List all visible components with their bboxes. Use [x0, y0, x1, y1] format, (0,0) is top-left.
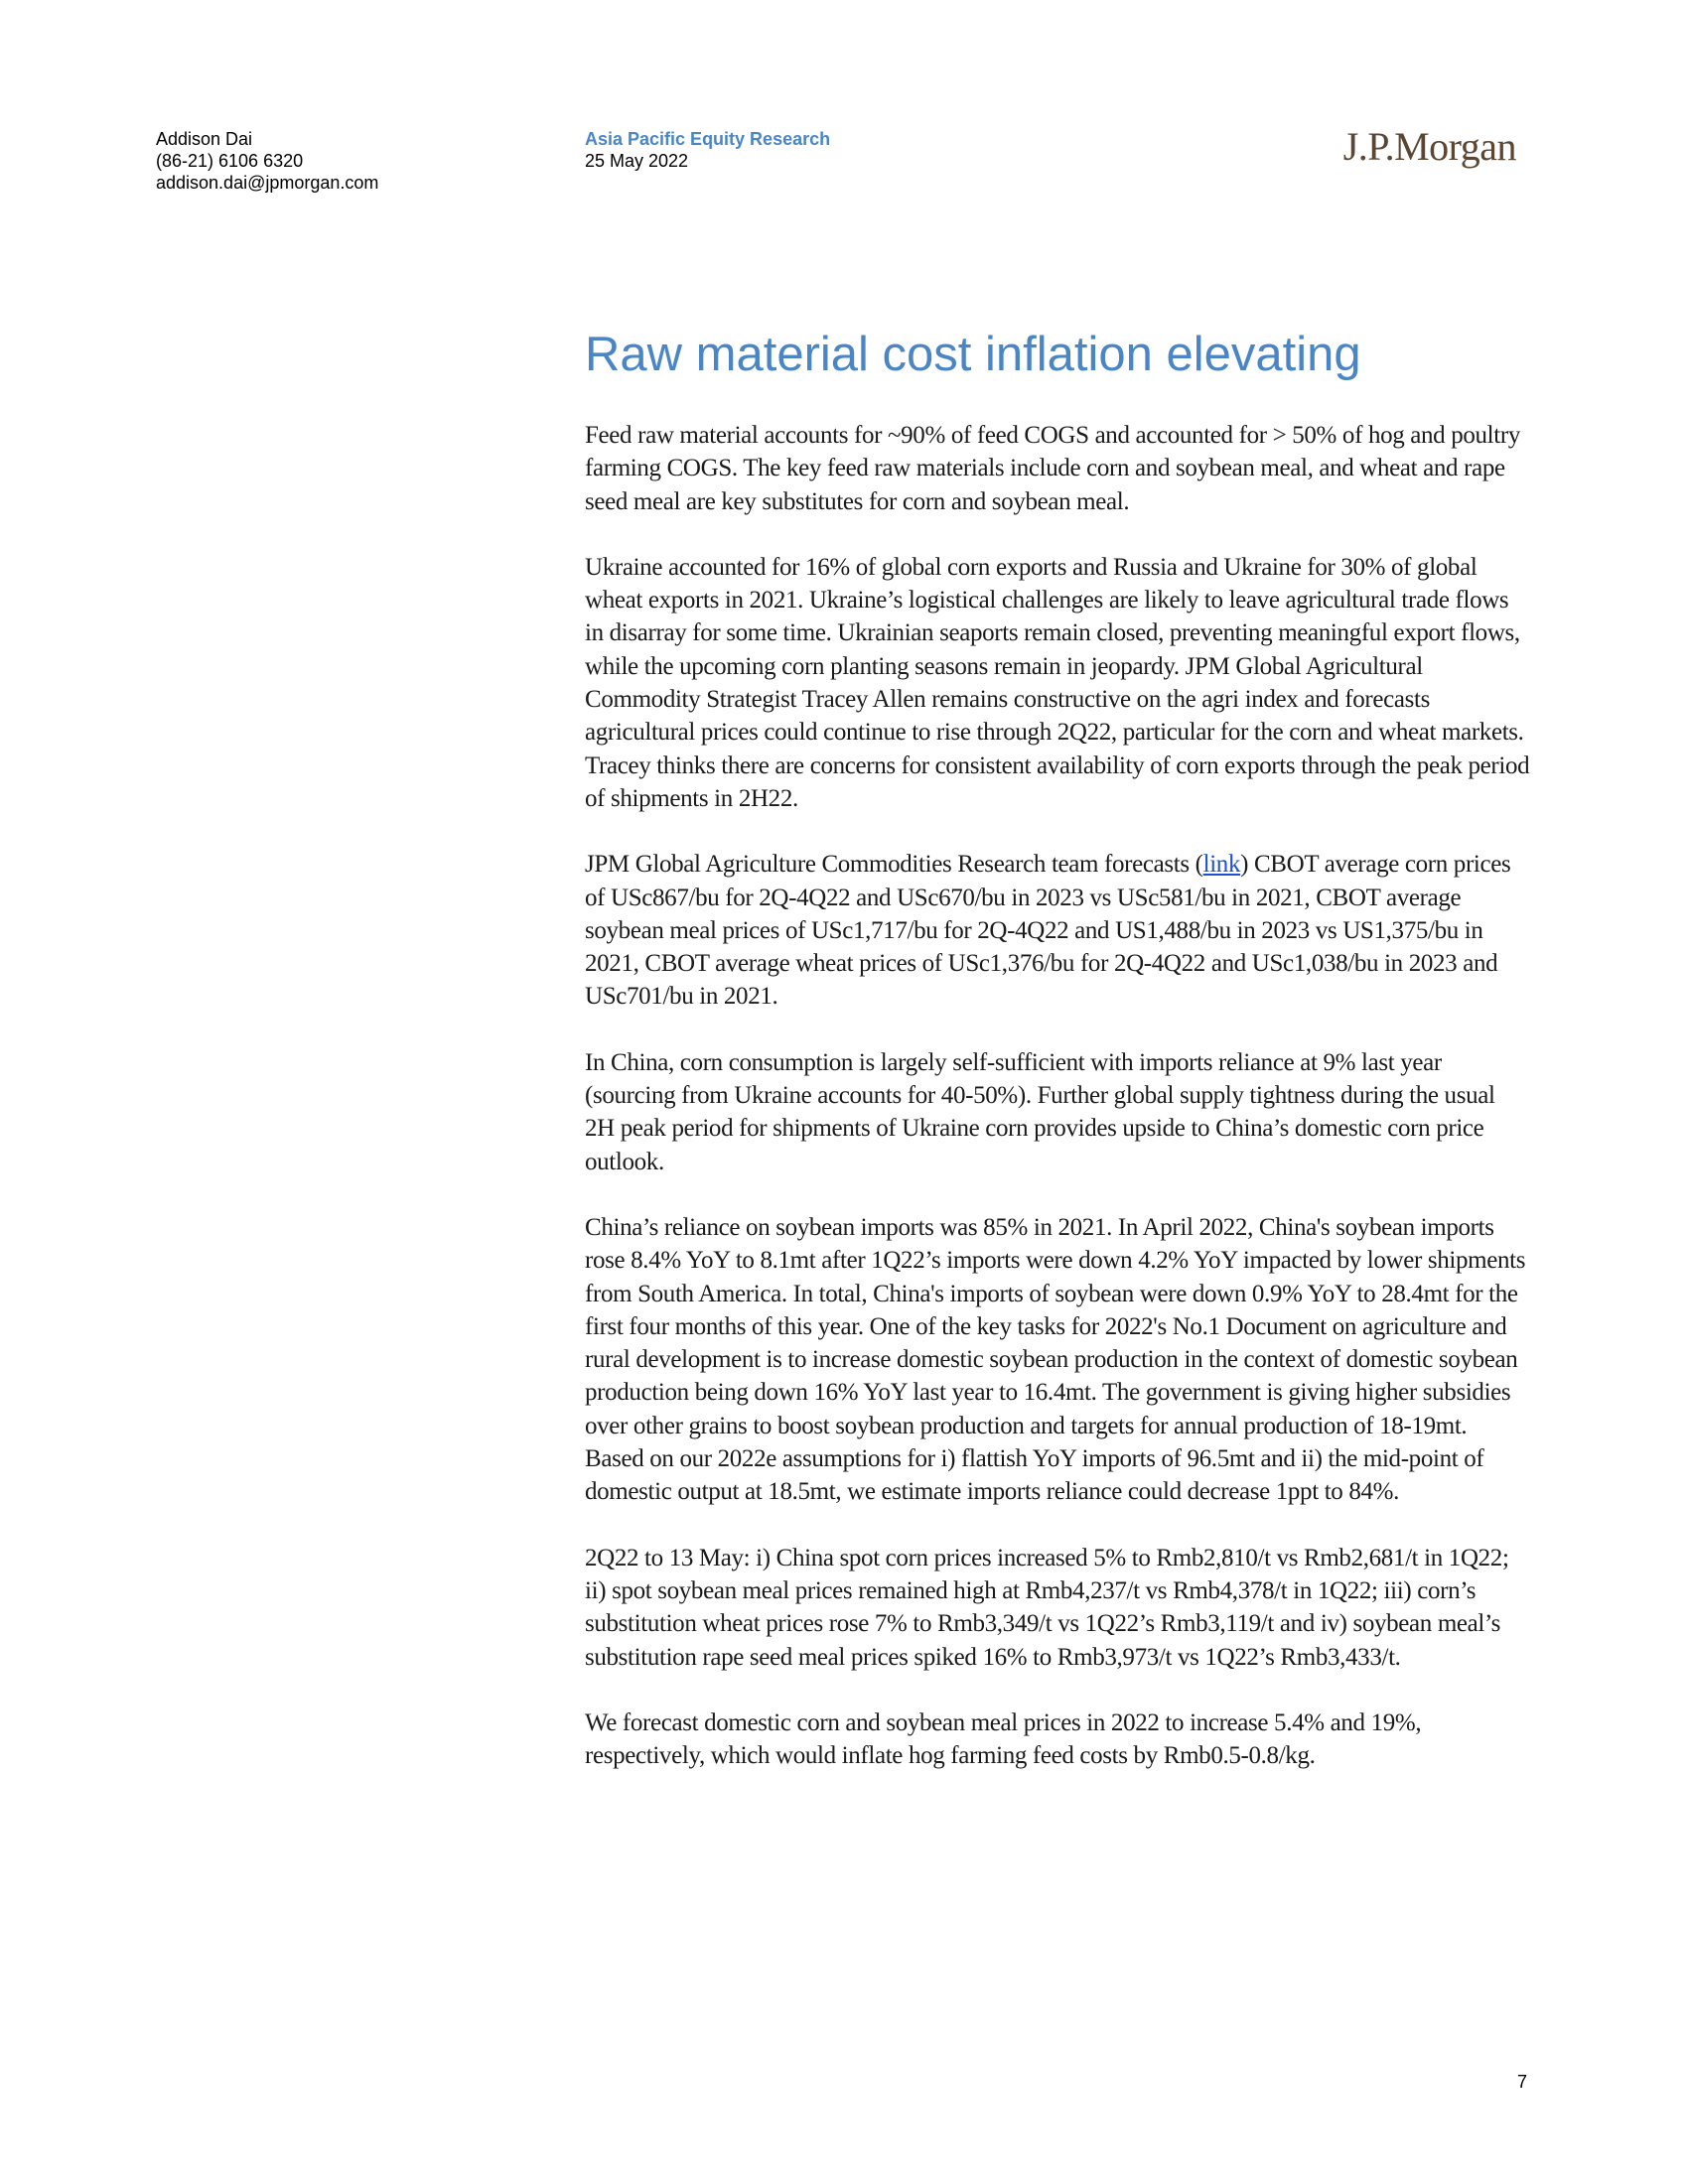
report-series-block — [585, 128, 830, 172]
report-series: Asia Pacific Equity Research — [585, 129, 831, 149]
author-contact — [156, 128, 378, 194]
jpmorgan-logo: J.P.Morgan — [1342, 124, 1516, 169]
paragraph-ukraine-exports: Ukraine accounted for 16% of global corn exports and Russia and Ukraine for 30% of global wheat exports in 2021. Ukraine’s logistical challenges are likely to leave agricultural trade flows in disarray for some time. Ukrainian seaports remain closed, preventing meaningful export flows, while the upcoming corn planting seasons remain in jeopardy. JPM Global Agricultural Commodity Strategist Tracey Allen remains constructive on the agri index and forecasts agricultural prices could continue to rise through 2Q22, particular for the corn and wheat markets. Tracey thinks there are concerns for consistent availability of corn exports through the peak period of shipments in 2H22. — [585, 553, 1530, 812]
paragraph-cbot-forecasts — [585, 848, 1530, 1013]
author-email: addison.dai@jpmorgan.com — [156, 173, 379, 193]
report-date: 25 May 2022 — [585, 151, 689, 171]
author-phone: (86-21) 6106 6320 — [156, 151, 304, 171]
paragraph-spot-prices: 2Q22 to 13 May: i) China spot corn prices increased 5% to Rmb2,810/t vs Rmb2,681/t in 1Q22; ii) spot soybean meal prices remained high at Rmb4,237/t vs Rmb4,378/t in 1Q22; iii) corn’s substitution wheat prices rose 7% to Rmb3,349/t vs 1Q22’s Rmb3,119/t and iv) soybean meal’s substitution rape seed meal prices spiked 16% to Rmb3,973/t vs 1Q22’s Rmb3,433/t. — [585, 1544, 1509, 1671]
research-link[interactable]: link — [1202, 851, 1241, 879]
body-text — [585, 419, 1530, 1805]
paragraph-china-corn: In China, corn consumption is largely self-sufficient with imports reliance at 9% last year (sourcing from Ukraine accounts for 40-50%). Further global supply tightness during the usual 2H peak period for shipments of Ukraine corn provides upside to China’s domestic corn price outlook. — [585, 1048, 1495, 1175]
author-name: Addison Dai — [156, 129, 253, 149]
cbot-text-end: ) CBOT average corn prices of USc867/bu for 2Q-4Q22 and USc670/bu in 2023 vs USc581/bu in 2021, CBOT average soybean meal prices of USc1,717/bu for 2Q-4Q22 and US1,488/bu in 2023 vs US1,375/bu in 2021, CBOT average wheat prices of USc1,376/bu for 2Q-4Q22 and USc1,038/bu in 2023 and USc701/bu in 2021. — [585, 851, 1511, 1011]
section-title: Raw material cost inflation elevating — [585, 328, 1361, 381]
paragraph-feed-costs: Feed raw material accounts for ~90% of feed COGS and accounted for > 50% of hog and poultry farming COGS. The key feed raw materials include corn and soybean meal, and wheat and rape seed meal are key substitutes for corn and soybean meal. — [585, 422, 1521, 515]
paragraph-china-soybean: China’s reliance on soybean imports was 85% in 2021. In April 2022, China's soybean imports rose 8.4% YoY to 8.1mt after 1Q22’s imports were down 4.2% YoY impacted by lower shipments from South America. In total, China's imports of soybean were down 0.9% YoY to 28.4mt for the first four months of this year. One of the key tasks for 2022's No.1 Document on agriculture and rural development is to increase domestic soybean production in the context of domestic soybean production being down 16% YoY last year to 16.4mt. The government is giving higher subsidies over other grains to boost soybean production and targets for annual production of 18-19mt. Based on our 2022e assumptions for i) flattish YoY imports of 96.5mt and ii) the mid-point of domestic output at 18.5mt, we estimate imports reliance could decrease 1ppt to 84%. — [585, 1213, 1526, 1506]
paragraph-forecast: We forecast domestic corn and soybean meal prices in 2022 to increase 5.4% and 19%, respectively, which would inflate hog farming feed costs by Rmb0.5-0.8/kg. — [585, 1708, 1422, 1770]
cbot-text-start: JPM Global Agriculture Commodities Research team forecasts ( — [585, 851, 1203, 879]
page-number: 7 — [1517, 2072, 1528, 2092]
